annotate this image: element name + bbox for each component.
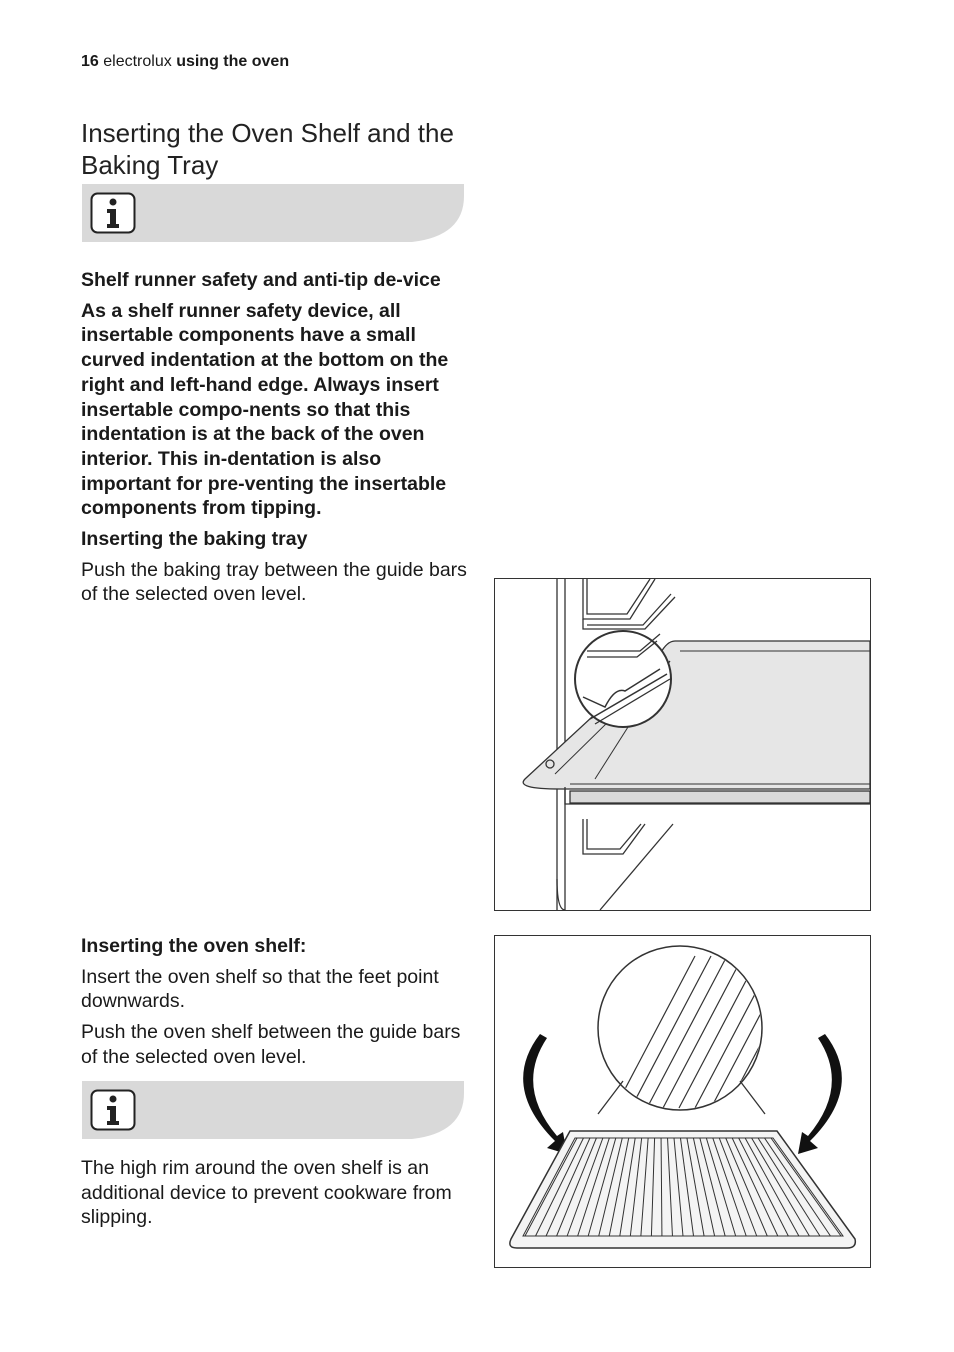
baking-tray-body: Push the baking tray between the guide bars of the selected oven level. bbox=[81, 558, 467, 606]
info-band-2 bbox=[82, 1081, 464, 1139]
oven-shelf-heading: Inserting the oven shelf: bbox=[81, 935, 307, 957]
info-band bbox=[82, 184, 464, 242]
safety-heading: Shelf runner safety and anti-tip de-vice bbox=[81, 269, 441, 291]
safety-section bbox=[81, 268, 467, 607]
safety-body: As a shelf runner safety device, all insertable components have a small curved indentation at the bottom on the right and left-hand edge. Always insert insertable compo-nents so that this indentation is at the back of the oven interior. This in-dentation is also important for pre-venting the insertable components from tipping. bbox=[81, 299, 449, 520]
oven-shelf-body-1: Insert the oven shelf so that the feet point downwards. bbox=[81, 965, 439, 1013]
page-header bbox=[81, 53, 289, 71]
info-icon bbox=[90, 192, 136, 234]
brand-name: electrolux bbox=[103, 53, 172, 70]
page-title: Inserting the Oven Shelf and the Baking Tray bbox=[81, 118, 454, 181]
rim-note: The high rim around the oven shelf is an additional device to prevent cookware from slipping. bbox=[81, 1157, 452, 1229]
rim-note-section bbox=[81, 1156, 467, 1230]
baking-tray-heading: Inserting the baking tray bbox=[81, 528, 308, 551]
baking-tray-illustration bbox=[494, 578, 871, 911]
oven-shelf-section bbox=[81, 934, 467, 1070]
oven-shelf-body-2: Push the oven shelf between the guide bars of the selected oven level. bbox=[81, 1021, 461, 1068]
section-name: using the oven bbox=[176, 53, 290, 70]
info-icon bbox=[90, 1089, 136, 1131]
oven-shelf-illustration bbox=[494, 935, 871, 1268]
page-number: 16 bbox=[81, 53, 99, 70]
